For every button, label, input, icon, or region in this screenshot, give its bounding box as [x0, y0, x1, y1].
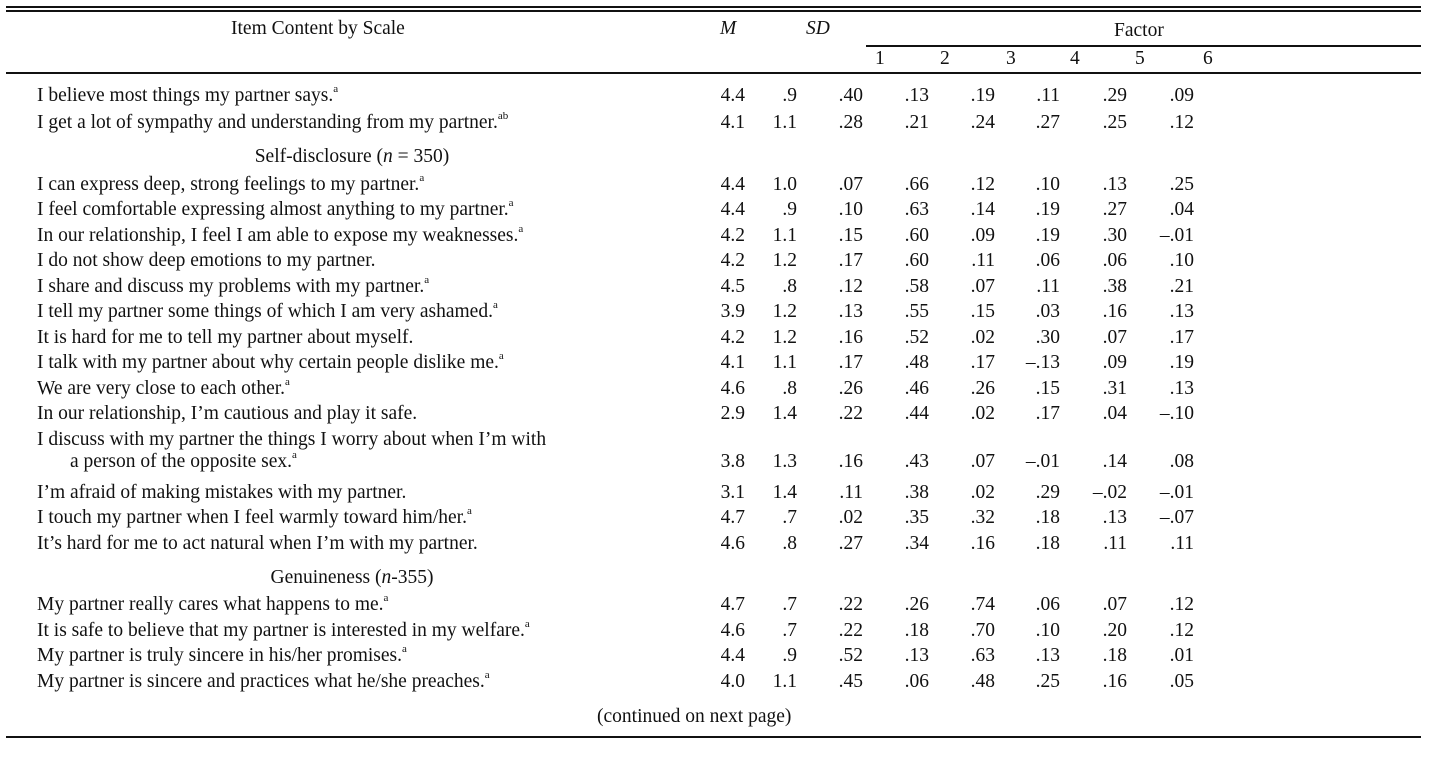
factor-2-loading: .13: [904, 645, 929, 666]
mean-value: 4.5: [720, 276, 745, 297]
factor-4-loading: .19: [1035, 199, 1060, 220]
factor-6-loading: .01: [1169, 645, 1194, 666]
factor-4-loading: –.13: [1025, 352, 1060, 373]
footnote-marker: a: [466, 504, 472, 517]
sd-value: .9: [782, 645, 797, 666]
mean-value: 4.1: [720, 112, 745, 133]
factor-4-loading: .10: [1035, 174, 1060, 195]
sd-value: .7: [782, 507, 797, 528]
factor-4-loading: .15: [1035, 378, 1060, 399]
factor-5-loading: .16: [1102, 671, 1127, 692]
factor-5-loading: .29: [1102, 85, 1127, 106]
factor-3-loading: .02: [970, 327, 995, 348]
item-text: I touch my partner when I feel warmly toward him/her.$^a$: [37, 504, 472, 528]
factor-6-loading: .21: [1169, 276, 1194, 297]
factor-2-loading: .52: [904, 327, 929, 348]
factor-4-loading: .27: [1035, 112, 1060, 133]
factor-6-loading: –.01: [1159, 225, 1194, 246]
factor-2-loading: .13: [904, 85, 929, 106]
factor-1-loading: .45: [838, 671, 863, 692]
factor-6-loading: –.01: [1159, 482, 1194, 503]
footnote-marker: a: [383, 591, 389, 604]
mean-value: 4.0: [720, 671, 745, 692]
factor-5-loading: .11: [1103, 533, 1127, 554]
factor-2-loading: .26: [904, 594, 929, 615]
factor-1-loading: .17: [838, 250, 863, 271]
footnote-marker: a: [402, 642, 407, 655]
sd-value: 1.2: [772, 327, 797, 348]
footnote-marker: a: [333, 82, 339, 95]
factor-3-loading: .15: [970, 301, 995, 322]
sd-value: 1.1: [772, 112, 797, 133]
factor-1-loading: .10: [838, 199, 863, 220]
mean-value: 4.4: [720, 645, 745, 666]
item-text: My partner is sincere and practices what he/she preaches.$^a$: [37, 668, 490, 692]
sd-value: 1.0: [772, 174, 797, 195]
factor-2-loading: .66: [904, 174, 929, 195]
item-text: It is safe to believe that my partner is interested in my welfare.$^a$: [37, 617, 530, 641]
header-factor-2: 2: [940, 48, 950, 69]
factor-2-loading: .63: [904, 199, 929, 220]
factor-1-loading: .11: [839, 482, 863, 503]
factor-2-loading: .34: [904, 533, 929, 554]
sd-value: 1.2: [772, 301, 797, 322]
factor-5-loading: .07: [1102, 594, 1127, 615]
factor-5-loading: .20: [1102, 620, 1127, 641]
factor-4-loading: .13: [1035, 645, 1060, 666]
sd-value: .7: [782, 620, 797, 641]
factor-1-loading: .17: [838, 352, 863, 373]
factor-1-loading: .16: [838, 451, 863, 472]
factor-3-loading: .26: [970, 378, 995, 399]
sd-value: .7: [782, 594, 797, 615]
factor-4-loading: .18: [1035, 533, 1060, 554]
factor-1-loading: .13: [838, 301, 863, 322]
factor-1-loading: .22: [838, 594, 863, 615]
header-factor-1: 1: [875, 48, 885, 69]
item-text: I believe most things my partner says.$^a$: [37, 82, 339, 106]
mean-value: 4.4: [720, 199, 745, 220]
factor-1-loading: .16: [838, 327, 863, 348]
factor-4-loading: –.01: [1025, 451, 1060, 472]
factor-6-loading: .11: [1170, 533, 1194, 554]
factor-6-loading: .05: [1169, 671, 1194, 692]
factor-1-loading: .22: [838, 403, 863, 424]
factor-3-loading: .19: [970, 85, 995, 106]
factor-5-loading: .31: [1102, 378, 1127, 399]
factor-5-loading: .30: [1102, 225, 1127, 246]
sd-value: 1.1: [772, 671, 797, 692]
factor-3-loading: .74: [970, 594, 995, 615]
factor-3-loading: .17: [970, 352, 995, 373]
factor-5-loading: .06: [1102, 250, 1127, 271]
header-factor-4: 4: [1070, 48, 1080, 69]
header-sd: SD: [806, 18, 830, 39]
factor-5-loading: –.02: [1092, 482, 1127, 503]
mean-value: 4.7: [720, 507, 745, 528]
factor-6-loading: –.10: [1159, 403, 1194, 424]
factor-1-loading: .02: [838, 507, 863, 528]
factor-1-loading: .28: [838, 112, 863, 133]
factor-2-loading: .46: [904, 378, 929, 399]
item-text: We are very close to each other.$^a$: [37, 375, 290, 399]
sd-value: .9: [782, 85, 797, 106]
mean-value: 4.6: [720, 620, 745, 641]
factor-6-loading: .10: [1169, 250, 1194, 271]
factor-3-loading: .02: [970, 403, 995, 424]
factor-5-loading: .13: [1102, 507, 1127, 528]
sd-value: 1.3: [772, 451, 797, 472]
footnote-marker: a: [419, 171, 425, 184]
header-factor-5: 5: [1135, 48, 1145, 69]
sd-value: 1.1: [772, 352, 797, 373]
item-text: I feel comfortable expressing almost anything to my partner.$^a$: [37, 196, 514, 220]
item-text: I discuss with my partner the things I worry about when I’m with: [37, 429, 547, 450]
footnote-marker: a: [285, 375, 290, 388]
footnote-marker: a: [518, 222, 524, 235]
factor-4-loading: .25: [1035, 671, 1060, 692]
factor-4-loading: .29: [1035, 482, 1060, 503]
factor-6-loading: .19: [1169, 352, 1194, 373]
factor-1-loading: .52: [838, 645, 863, 666]
factor-6-loading: .25: [1169, 174, 1194, 195]
item-text: In our relationship, I feel I am able to expose my weaknesses.$^a$: [37, 222, 524, 246]
factor-5-loading: .25: [1102, 112, 1127, 133]
factor-2-loading: .06: [904, 671, 929, 692]
footnote-marker: a: [498, 349, 504, 362]
footnote-marker: a: [484, 668, 490, 681]
header-factor-6: 6: [1203, 48, 1213, 69]
footnote-marker: a: [508, 196, 514, 209]
factor-3-loading: .09: [970, 225, 995, 246]
factor-2-loading: .18: [904, 620, 929, 641]
factor-6-loading: –.07: [1159, 507, 1194, 528]
factor-6-loading: .13: [1169, 378, 1194, 399]
sd-value: .9: [782, 199, 797, 220]
factor-5-loading: .04: [1102, 403, 1127, 424]
factor-6-loading: .17: [1169, 327, 1194, 348]
mean-value: 4.2: [720, 225, 745, 246]
mean-value: 4.6: [720, 533, 745, 554]
mean-value: 3.8: [720, 451, 745, 472]
sd-value: .8: [782, 533, 797, 554]
factor-4-loading: .03: [1035, 301, 1060, 322]
sd-value: 1.2: [772, 250, 797, 271]
footnote-marker: a: [492, 298, 498, 311]
factor-1-loading: .15: [838, 225, 863, 246]
factor-2-loading: .38: [904, 482, 929, 503]
item-text: I get a lot of sympathy and understanding from my partner.$^{ab}$: [37, 109, 509, 133]
factor-3-loading: .24: [970, 112, 995, 133]
continued-note: (continued on next page): [597, 706, 792, 727]
mean-value: 3.9: [720, 301, 745, 322]
mean-value: 4.4: [720, 174, 745, 195]
mean-value: 4.2: [720, 327, 745, 348]
factor-4-loading: .11: [1036, 85, 1060, 106]
header-factor: Factor: [1114, 20, 1164, 41]
item-text: I tell my partner some things of which I am very ashamed.$^a$: [37, 298, 498, 322]
footnote-marker: ab: [497, 109, 509, 122]
factor-2-loading: .60: [904, 250, 929, 271]
factor-6-loading: .09: [1169, 85, 1194, 106]
item-text: I talk with my partner about why certain people dislike me.$^a$: [37, 349, 504, 373]
factor-3-loading: .07: [970, 276, 995, 297]
factor-5-loading: .16: [1102, 301, 1127, 322]
factor-2-loading: .55: [904, 301, 929, 322]
factor-5-loading: .14: [1102, 451, 1127, 472]
item-text: I can express deep, strong feelings to my partner.$^a$: [37, 171, 425, 195]
factor-2-loading: .43: [904, 451, 929, 472]
factor-5-loading: .07: [1102, 327, 1127, 348]
factor-1-loading: .40: [838, 85, 863, 106]
factor-2-loading: .35: [904, 507, 929, 528]
mean-value: 4.4: [720, 85, 745, 106]
mean-value: 4.7: [720, 594, 745, 615]
factor-5-loading: .13: [1102, 174, 1127, 195]
item-text: In our relationship, I’m cautious and play it safe.: [37, 403, 418, 424]
table-note-cutoff: [8, 758, 1423, 769]
sd-value: .8: [782, 276, 797, 297]
header-mean: M: [720, 18, 737, 39]
section-header: Genuineness (n-355): [270, 567, 434, 588]
factor-1-loading: .22: [838, 620, 863, 641]
header-item-content: Item Content by Scale: [231, 18, 405, 39]
footnote-marker: a: [524, 617, 530, 630]
item-text-continuation: a person of the opposite sex.$^a$: [70, 448, 297, 472]
factor-6-loading: .04: [1169, 199, 1194, 220]
factor-6-loading: .12: [1169, 594, 1194, 615]
factor-1-loading: .07: [838, 174, 863, 195]
factor-4-loading: .06: [1035, 594, 1060, 615]
item-text: I share and discuss my problems with my partner.$^a$: [37, 273, 430, 297]
factor-4-loading: .18: [1035, 507, 1060, 528]
mean-value: 4.1: [720, 352, 745, 373]
mean-value: 3.1: [720, 482, 745, 503]
sd-value: .8: [782, 378, 797, 399]
sd-value: 1.4: [772, 403, 797, 424]
mean-value: 4.2: [720, 250, 745, 271]
item-text: My partner is truly sincere in his/her promises.$^a$: [37, 642, 407, 666]
factor-3-loading: .11: [971, 250, 995, 271]
header-bottom-rule: [6, 72, 1421, 74]
section-header: Self-disclosure (n = 350): [254, 146, 450, 167]
factor-5-loading: .27: [1102, 199, 1127, 220]
factor-6-loading: .08: [1169, 451, 1194, 472]
item-text: I do not show deep emotions to my partner.: [37, 250, 376, 271]
factor-2-loading: .60: [904, 225, 929, 246]
mean-value: 2.9: [720, 403, 745, 424]
factor-5-loading: .38: [1102, 276, 1127, 297]
factor-5-loading: .09: [1102, 352, 1127, 373]
factor-2-loading: .44: [904, 403, 929, 424]
mean-value: 4.6: [720, 378, 745, 399]
factor-5-loading: .18: [1102, 645, 1127, 666]
factor-4-loading: .19: [1035, 225, 1060, 246]
footnote-marker: a: [292, 448, 297, 461]
factor-2-loading: .58: [904, 276, 929, 297]
factor-3-loading: .16: [970, 533, 995, 554]
top-double-rule-1: [6, 6, 1421, 8]
factor-3-loading: .14: [970, 199, 995, 220]
item-text: It is hard for me to tell my partner about myself.: [37, 327, 414, 348]
sd-value: 1.1: [772, 225, 797, 246]
factor-3-loading: .12: [970, 174, 995, 195]
factor-4-loading: .30: [1035, 327, 1060, 348]
sd-value: 1.4: [772, 482, 797, 503]
factor-1-loading: .26: [838, 378, 863, 399]
factor-6-loading: .12: [1169, 620, 1194, 641]
factor-1-loading: .27: [838, 533, 863, 554]
header-factor-3: 3: [1006, 48, 1016, 69]
factor-4-loading: .10: [1035, 620, 1060, 641]
factor-4-loading: .06: [1035, 250, 1060, 271]
factor-3-loading: .32: [970, 507, 995, 528]
factor-1-loading: .12: [838, 276, 863, 297]
factor-3-loading: .63: [970, 645, 995, 666]
factor-4-loading: .11: [1036, 276, 1060, 297]
factor-3-loading: .48: [970, 671, 995, 692]
factor-3-loading: .70: [970, 620, 995, 641]
factor-3-loading: .02: [970, 482, 995, 503]
factor-6-loading: .12: [1169, 112, 1194, 133]
factor-3-loading: .07: [970, 451, 995, 472]
item-text: My partner really cares what happens to me.$^a$: [37, 591, 389, 615]
factor-6-loading: .13: [1169, 301, 1194, 322]
footnote-marker: a: [424, 273, 430, 286]
item-text: It’s hard for me to act natural when I’m with my partner.: [37, 533, 478, 554]
top-double-rule-2: [6, 10, 1421, 12]
table-bottom-rule: [6, 736, 1421, 738]
factor-2-loading: .21: [904, 112, 929, 133]
factor-2-loading: .48: [904, 352, 929, 373]
factor-4-loading: .17: [1035, 403, 1060, 424]
item-text: I’m afraid of making mistakes with my partner.: [37, 482, 407, 503]
